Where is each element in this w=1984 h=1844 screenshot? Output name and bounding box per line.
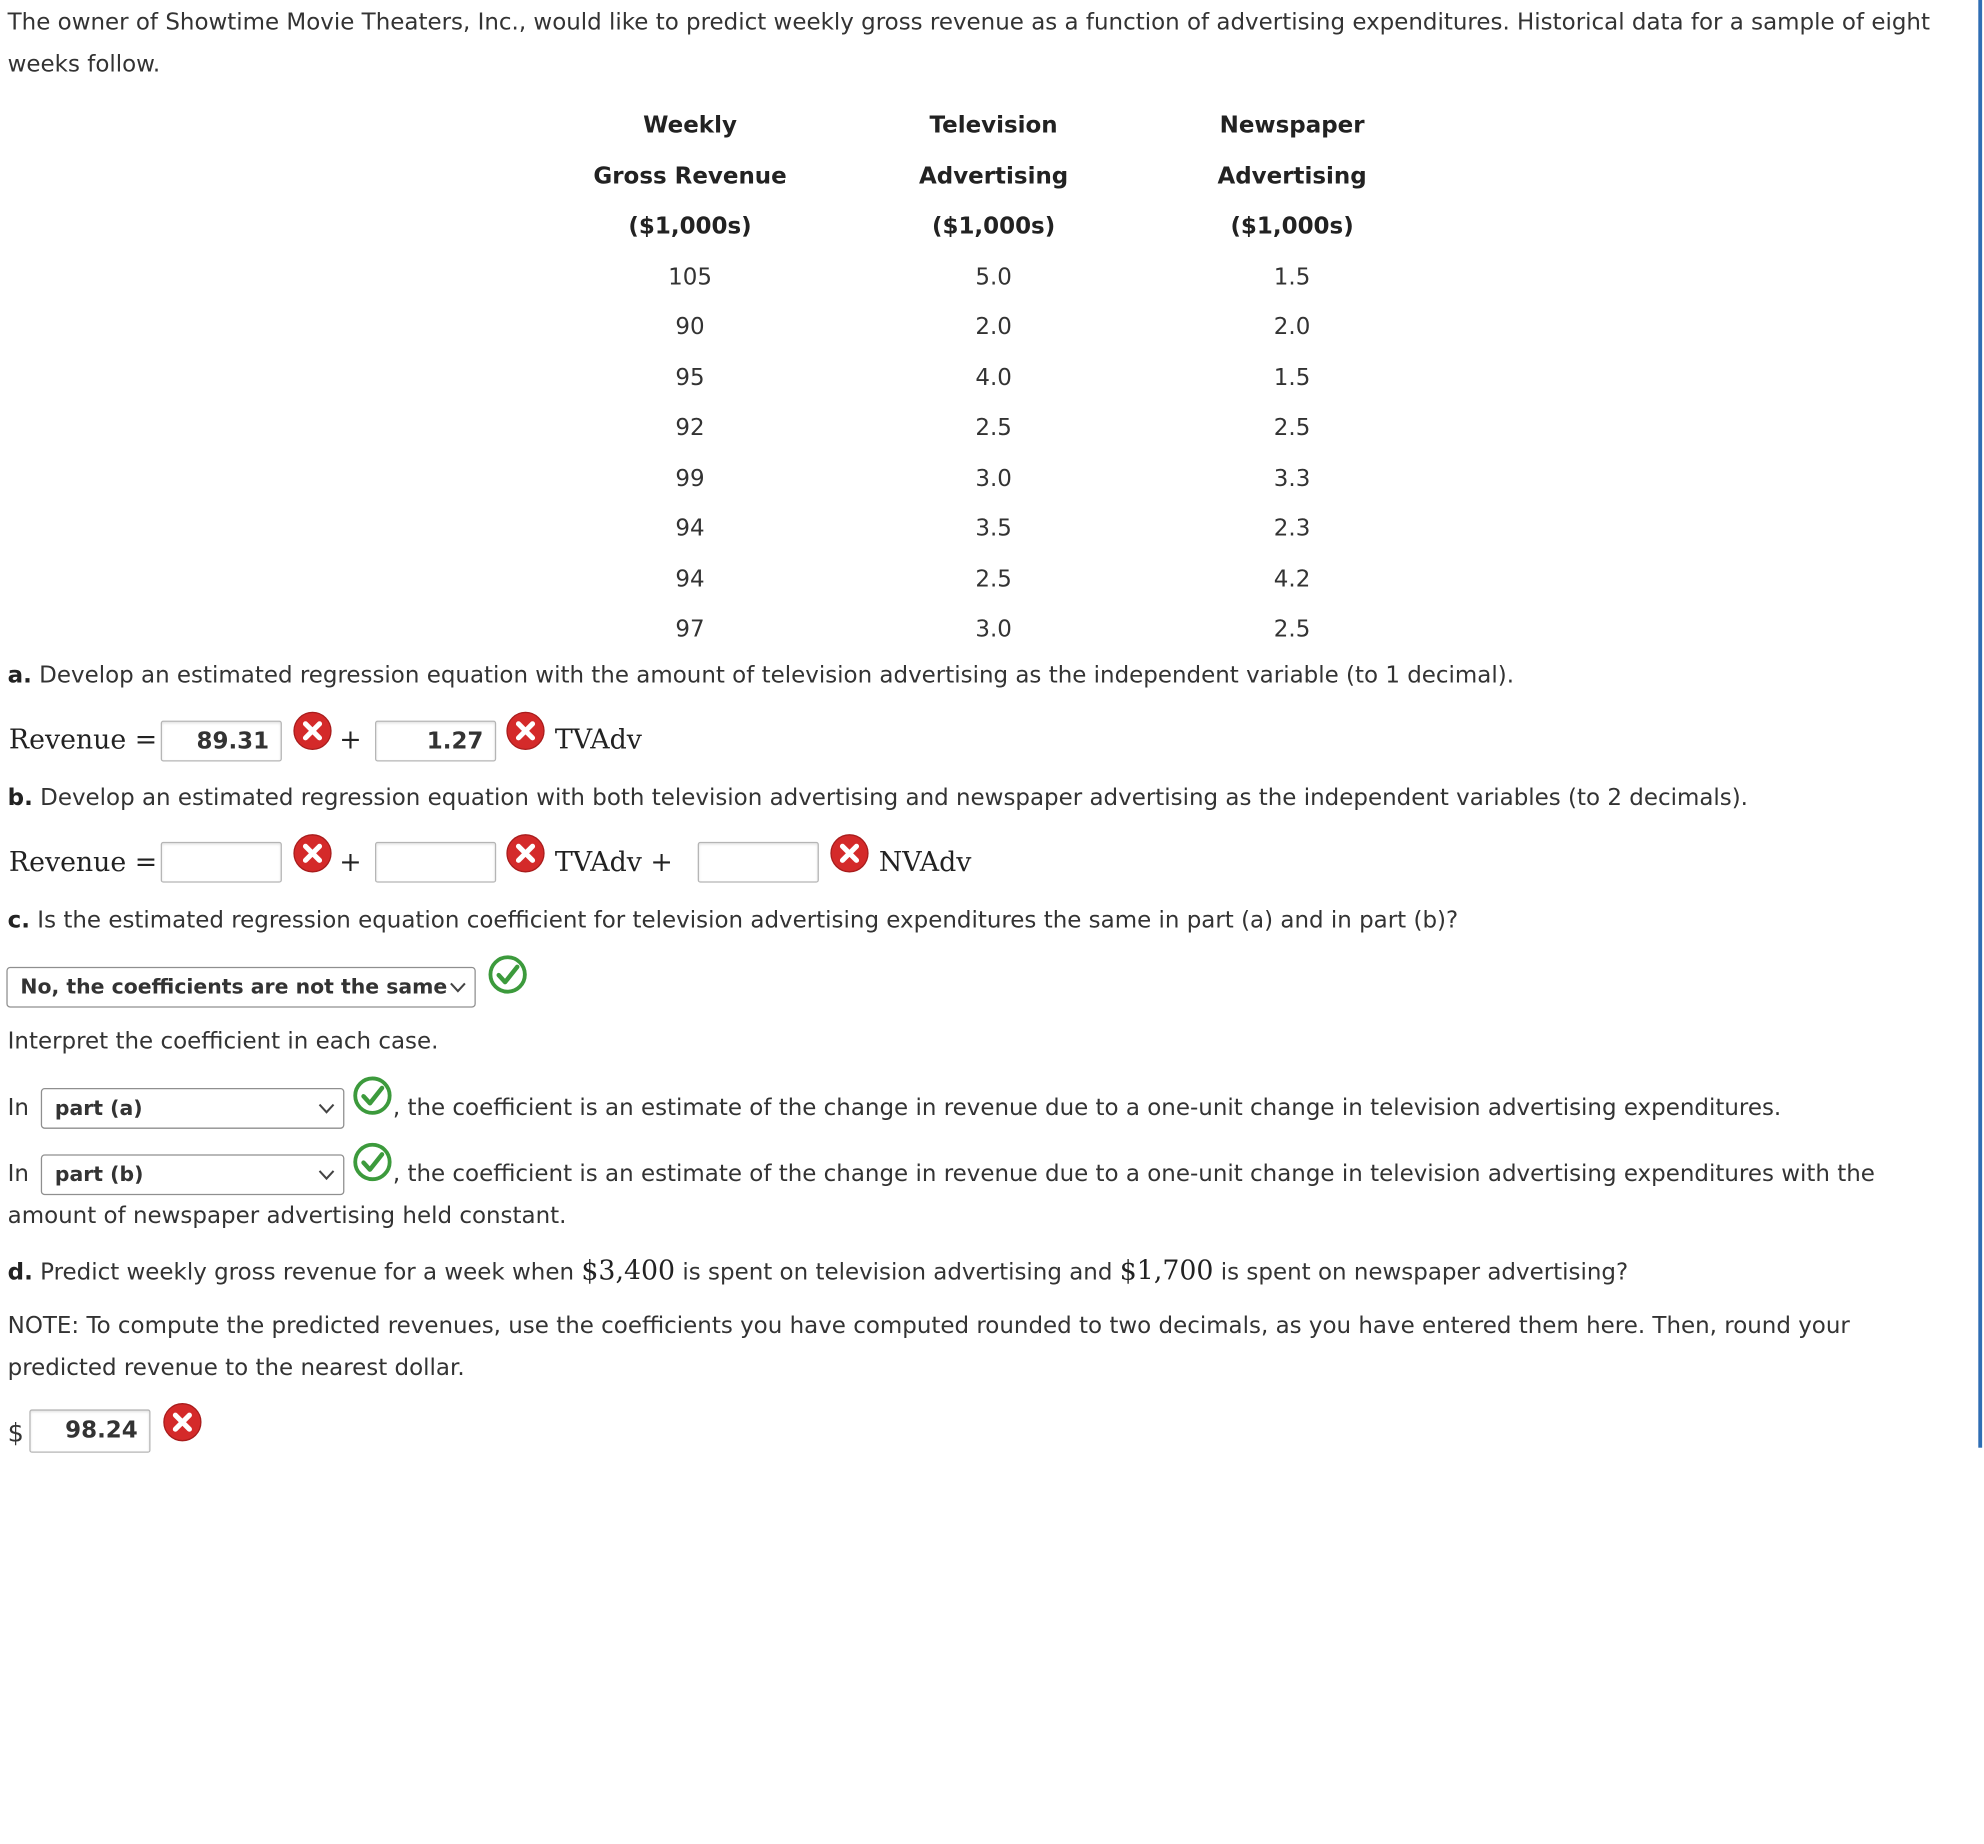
table-header: ($1,000s) xyxy=(1230,213,1354,241)
part-d-text-1: Predict weekly gross revenue for a week when xyxy=(40,1258,575,1286)
interpret-row1-value: part (a) xyxy=(54,1095,143,1120)
table-cell: 1.5 xyxy=(1273,364,1311,392)
part-b-intercept-input[interactable] xyxy=(161,842,282,883)
table-cell: 3.3 xyxy=(1273,465,1311,493)
interpret-prompt: Interpret the coefficient in each case. xyxy=(7,1028,439,1055)
table-row xyxy=(536,554,1442,604)
table-cell: 2.0 xyxy=(975,314,1012,341)
part-b-lhs: Revenue = xyxy=(8,846,158,878)
table-row xyxy=(536,302,1442,352)
part-a-question xyxy=(8,654,1514,696)
table-cell: 105 xyxy=(668,263,712,291)
chevron-down-icon xyxy=(318,1102,336,1115)
part-d-answer-input[interactable]: 98.24 xyxy=(29,1409,150,1452)
table-cell: 2.5 xyxy=(1273,616,1311,644)
table-header: ($1,000s) xyxy=(931,213,1056,241)
table-cell: 2.0 xyxy=(1273,314,1311,341)
in-label: In xyxy=(7,1160,29,1188)
table-cell: 4.0 xyxy=(975,364,1012,392)
part-c-question xyxy=(8,899,1459,941)
table-header: Gross Revenue xyxy=(593,162,787,190)
incorrect-icon xyxy=(292,833,333,874)
part-d-note-1: NOTE: To compute the predicted revenues, use the coefficients you have computed rounded to two decimals, as you have entered them here. Then, round your xyxy=(7,1312,1850,1340)
table-cell: 92 xyxy=(675,414,705,442)
table-header: Advertising xyxy=(918,162,1069,190)
part-d-text-2: is spent on television advertising and xyxy=(682,1258,1113,1286)
interpret-row2-continuation: amount of newspaper advertising held constant. xyxy=(7,1202,567,1230)
correct-icon xyxy=(352,1142,393,1183)
correct-icon xyxy=(487,954,528,995)
chevron-down-icon xyxy=(449,981,467,994)
table-header: Weekly xyxy=(643,112,737,140)
part-a-var-tvadv: TVAdv xyxy=(554,724,642,756)
part-b-var-nvadv: NVAdv xyxy=(878,846,972,878)
incorrect-icon xyxy=(292,710,333,751)
incorrect-icon xyxy=(162,1402,203,1443)
part-c-label: c. xyxy=(7,906,30,934)
part-a-lhs: Revenue = xyxy=(8,724,158,756)
correct-icon xyxy=(352,1075,393,1116)
interpret-row1-select[interactable] xyxy=(41,1088,345,1129)
interpret-row2-value: part (b) xyxy=(54,1161,144,1187)
part-d-question xyxy=(8,1250,1629,1293)
incorrect-icon xyxy=(505,833,546,874)
part-b-text: Develop an estimated regression equation with both television advertising and newspaper advertising as the independent variables (to 2 decimals). xyxy=(40,784,1748,812)
table-row xyxy=(536,504,1442,554)
part-b-label: b. xyxy=(7,784,33,812)
part-a-intercept-input[interactable]: 89.31 xyxy=(161,721,282,762)
table-header-row xyxy=(536,202,1442,252)
part-c-answer-select[interactable] xyxy=(6,967,475,1008)
plus-sign: + xyxy=(339,846,362,878)
table-header: Newspaper xyxy=(1219,112,1365,140)
table-header: Advertising xyxy=(1217,162,1367,190)
table-header-row xyxy=(536,101,1442,151)
table-cell: 3.0 xyxy=(975,616,1012,644)
table-row xyxy=(536,605,1442,655)
table-header: Television xyxy=(929,112,1058,140)
table-cell: 2.5 xyxy=(1273,414,1311,442)
tv-amount: $3,400 xyxy=(581,1255,676,1286)
table-cell: 1.5 xyxy=(1273,263,1311,291)
table-cell: 94 xyxy=(675,566,705,593)
table-cell: 90 xyxy=(675,314,705,341)
incorrect-icon xyxy=(829,833,870,874)
in-label: In xyxy=(7,1094,29,1122)
interpret-row2-text: , the coefficient is an estimate of the change in revenue due to a one-unit change in television advertising expenditures with the xyxy=(392,1160,1875,1188)
np-amount: $1,700 xyxy=(1119,1255,1214,1286)
currency-symbol: $ xyxy=(7,1417,24,1448)
accent-bar xyxy=(1978,0,1982,1448)
interpret-row2-select[interactable] xyxy=(41,1154,345,1195)
table-cell: 2.5 xyxy=(975,414,1012,442)
interpret-row1-text: , the coefficient is an estimate of the change in revenue due to a one-unit change in television advertising expenditures. xyxy=(392,1094,1782,1122)
table-header: ($1,000s) xyxy=(628,213,752,241)
part-d-text-3: is spent on newspaper advertising? xyxy=(1220,1258,1629,1286)
table-cell: 94 xyxy=(675,515,705,543)
part-c-text: Is the estimated regression equation coefficient for television advertising expenditures the same in part (a) and in part (b)? xyxy=(37,906,1459,934)
table-cell: 5.0 xyxy=(975,263,1012,291)
part-d-label: d. xyxy=(7,1258,33,1286)
table-row xyxy=(536,353,1442,403)
part-a-label: a. xyxy=(7,661,32,689)
part-c-answer-value: No, the coefficients are not the same xyxy=(20,974,448,999)
table-row xyxy=(536,403,1442,453)
part-a-slope-input[interactable]: 1.27 xyxy=(375,721,496,762)
part-b-tv-coef-input[interactable] xyxy=(375,842,496,883)
table-header-row xyxy=(536,151,1442,201)
data-table xyxy=(536,101,1442,655)
intro-text: The owner of Showtime Movie Theaters, Inc., would like to predict weekly gross revenue as a function of advertising expenditures. Historical data for a sample of eight weeks follow. xyxy=(7,8,1930,78)
plus-sign: + xyxy=(339,724,362,756)
part-d-note-2: predicted revenue to the nearest dollar. xyxy=(7,1354,465,1382)
part-b-np-coef-input[interactable] xyxy=(698,842,819,883)
table-cell: 4.2 xyxy=(1273,566,1311,593)
table-cell: 3.5 xyxy=(975,515,1012,543)
part-b-var-tvadv: TVAdv + xyxy=(554,846,673,878)
table-row xyxy=(536,453,1442,503)
table-cell: 2.3 xyxy=(1273,515,1311,543)
table-cell: 95 xyxy=(675,364,705,392)
table-cell: 2.5 xyxy=(975,566,1012,593)
table-cell: 97 xyxy=(675,616,705,644)
incorrect-icon xyxy=(505,710,546,751)
part-a-text: Develop an estimated regression equation with the amount of television advertising as the independent variable (to 1 decimal). xyxy=(39,661,1514,689)
table-cell: 99 xyxy=(675,465,705,493)
table-row xyxy=(536,252,1442,302)
table-cell: 3.0 xyxy=(975,465,1012,493)
chevron-down-icon xyxy=(318,1168,336,1181)
part-b-question xyxy=(8,777,1748,819)
